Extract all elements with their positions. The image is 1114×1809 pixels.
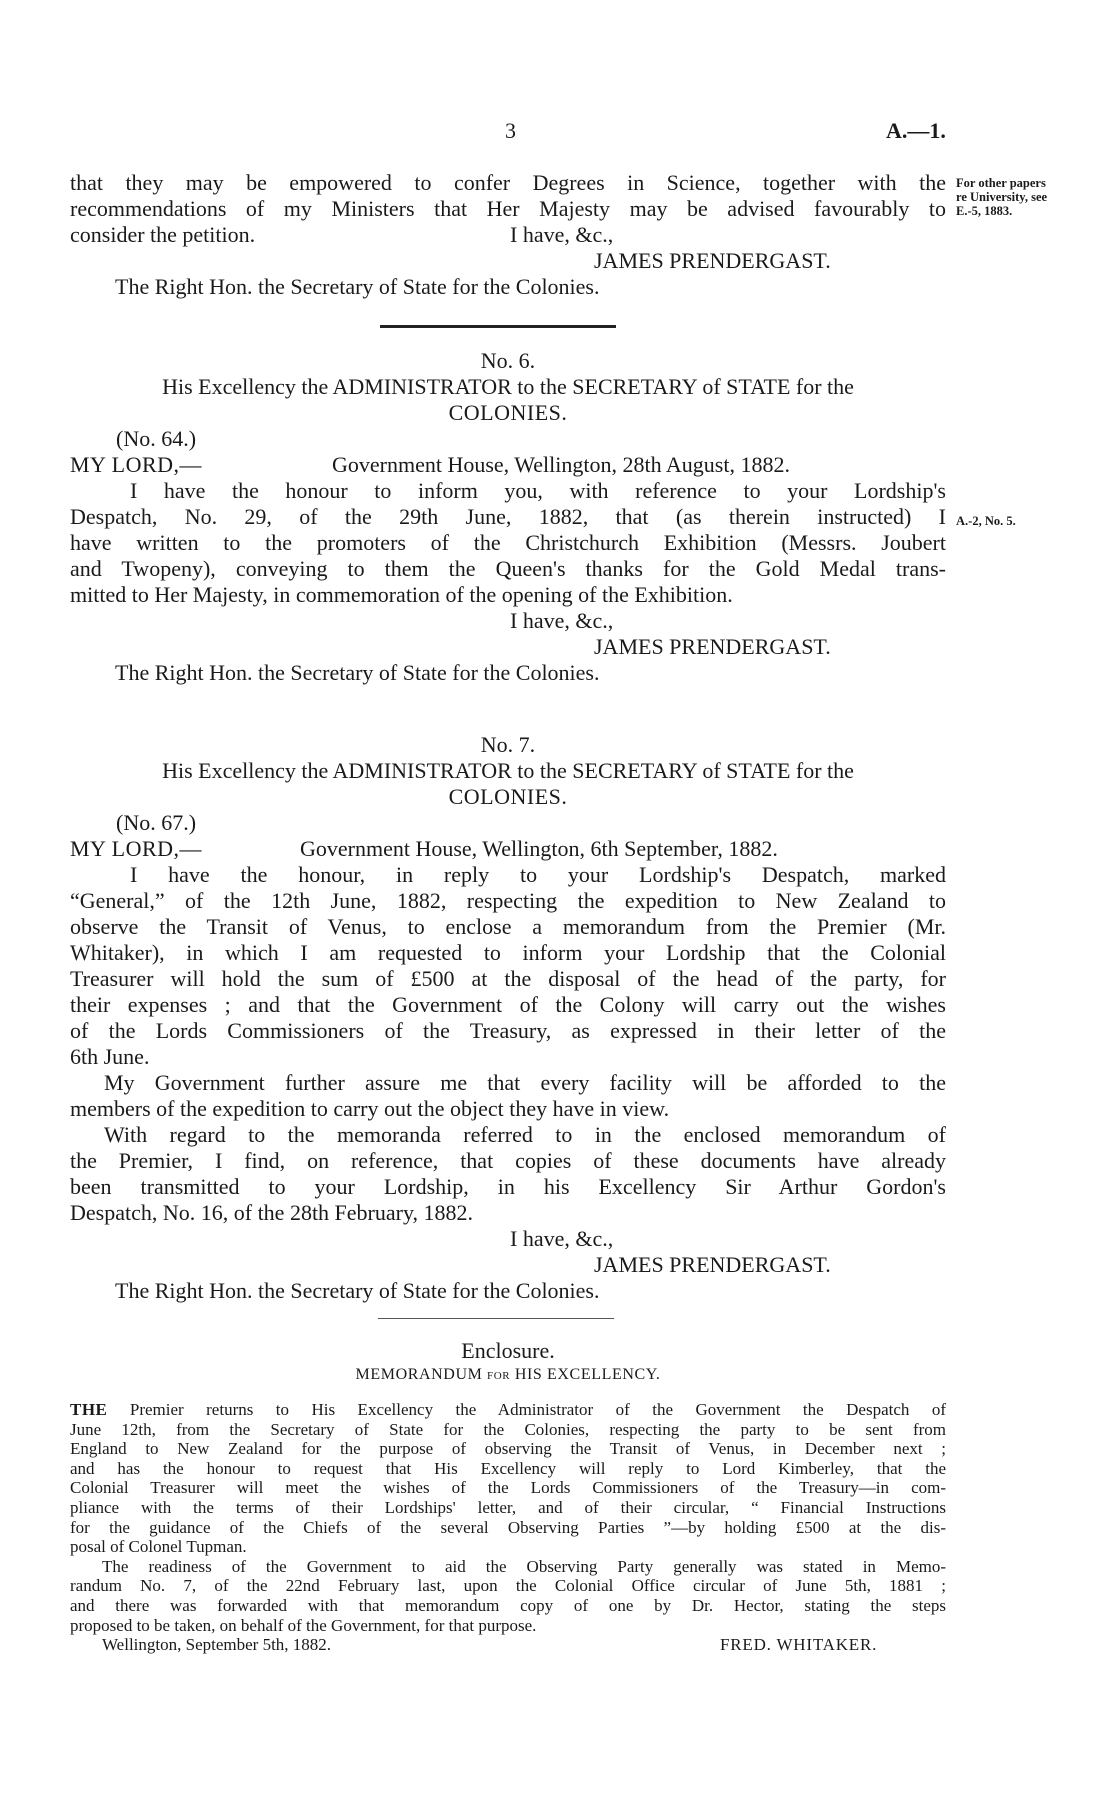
body-line: “General,” of the 12th June, 1882, respecting the expedition to New Zealand to	[70, 888, 946, 913]
page-header	[0, 118, 1114, 148]
marginal-note-a2: A.-2, No. 5.	[956, 514, 1016, 528]
body-line: have written to the promoters of the Christchurch Exhibition (Messrs. Joubert	[70, 530, 946, 555]
memo-line: pliance with the terms of their Lordships' letter, and of their circular, “ Financial Instructions	[70, 1497, 946, 1517]
body-line: Whitaker), in which I am requested to inform your Lordship that the Colonial	[70, 940, 946, 965]
body-line: I have the honour, in reply to your Lordship's Despatch, marked	[130, 862, 946, 887]
memo-line: Colonial Treasurer will meet the wishes of the Lords Commissioners of the Treasury—in com-	[70, 1478, 946, 1498]
closing: I have, &c.,	[510, 1226, 614, 1251]
body-line: My Government further assure me that every facility will be afforded to the	[104, 1070, 946, 1095]
body-line: Despatch, No. 29, of the 29th June, 1882, that (as therein instructed) I	[70, 504, 946, 529]
despatch-title: His Excellency the ADMINISTRATOR to the SECRETARY of STATE for the	[162, 758, 854, 783]
body-line: mitted to Her Majesty, in commemoration of the opening of the Exhibition.	[70, 582, 733, 607]
memo-line: The readiness of the Government to aid the Observing Party generally was stated in Memo-	[102, 1556, 946, 1576]
memo-signature: FRED. WHITAKER.	[720, 1635, 878, 1655]
continuation-signature: JAMES PRENDERGAST.	[594, 248, 831, 273]
page-reference: A.—1.	[886, 118, 946, 143]
continuation-addressee: The Right Hon. the Secretary of State for the Colonies.	[115, 274, 600, 299]
memo-title: MEMORANDUM for HIS EXCELLENCY.	[355, 1366, 661, 1383]
enclosure-heading: Enclosure.	[461, 1338, 555, 1363]
memo-line: posal of Colonel Tupman.	[70, 1537, 247, 1557]
body-line: members of the expedition to carry out the object they have in view.	[70, 1096, 670, 1121]
despatch-title: His Excellency the ADMINISTRATOR to the SECRETARY of STATE for the	[162, 374, 854, 399]
memorandum-body	[70, 1400, 946, 1655]
memo-line: proposed to be taken, on behalf of the Government, for that purpose.	[70, 1615, 537, 1635]
addressee: The Right Hon. the Secretary of State for the Colonies.	[115, 1278, 600, 1303]
section-divider	[380, 325, 616, 328]
memo-line: for the guidance of the Chiefs of the several Observing Parties ”—by holding £500 at the dis-	[70, 1517, 946, 1537]
place-date: Government House, Wellington, 28th August, 1882.	[332, 452, 790, 477]
body-line: With regard to the memoranda referred to in the enclosed memorandum of	[104, 1122, 946, 1147]
memo-line: THE Premier returns to His Excellency the Administrator of the Government the Despatch of	[70, 1400, 947, 1419]
signature: JAMES PRENDERGAST.	[594, 634, 831, 659]
body-line: of the Lords Commissioners of the Treasury, as expressed in their letter of the	[70, 1018, 946, 1043]
body-line: Despatch, No. 16, of the 28th February, 1882.	[70, 1200, 474, 1225]
despatch-title-cont: COLONIES.	[448, 400, 568, 425]
body-line: their expenses ; and that the Government of the Colony will carry out the wishes	[70, 992, 946, 1017]
despatch-no-7	[70, 732, 946, 1304]
memo-signoff	[70, 1635, 946, 1655]
page-number: 3	[505, 118, 516, 143]
salutation-line	[70, 452, 946, 478]
continuation-line: recommendations of my Ministers that Her Majesty may be advised favourably to	[70, 196, 946, 221]
marginal-note-university: For other papers re University, see E.-5, 1883.	[956, 176, 1048, 218]
memo-place-date: Wellington, September 5th, 1882.	[102, 1635, 332, 1655]
body-line: observe the Transit of Venus, to enclose a memorandum from the Premier (Mr.	[70, 914, 946, 939]
despatch-heading: No. 7.	[480, 732, 536, 757]
signature: JAMES PRENDERGAST.	[594, 1252, 831, 1277]
memo-line: June 12th, from the Secretary of State for the Colonies, respecting the party to be sent from	[70, 1419, 946, 1439]
salutation: MY LORD,—	[70, 836, 203, 861]
memo-line: and there was forwarded with that memorandum copy of one by Dr. Hector, stating the steps	[70, 1595, 946, 1615]
despatch-no-6	[70, 348, 946, 686]
body-line: been transmitted to your Lordship, in his Excellency Sir Arthur Gordon's	[70, 1174, 946, 1199]
body-line: Treasurer will hold the sum of £500 at the disposal of the head of the party, for	[70, 966, 946, 991]
memo-line: randum No. 7, of the 22nd February last, upon the Colonial Office circular of June 5th, 1881 ;	[70, 1576, 946, 1596]
body-line: the Premier, I find, on reference, that copies of these documents have already	[70, 1148, 946, 1173]
continuation-closing: I have, &c.,	[510, 222, 614, 247]
despatch-number: (No. 67.)	[116, 810, 197, 835]
addressee: The Right Hon. the Secretary of State for the Colonies.	[115, 660, 600, 685]
despatch-number: (No. 64.)	[116, 426, 197, 451]
continuation-section	[70, 170, 946, 300]
memo-line: England to New Zealand for the purpose of observing the Transit of Venus, in December next ;	[70, 1439, 946, 1459]
despatch-title-cont: COLONIES.	[448, 784, 568, 809]
body-line: and Twopeny), conveying to them the Queen's thanks for the Gold Medal trans-	[70, 556, 946, 581]
memo-line: and has the honour to request that His Excellency will reply to Lord Kimberley, that the	[70, 1458, 946, 1478]
salutation-line	[70, 836, 946, 862]
continuation-line: that they may be empowered to confer Degrees in Science, together with the	[70, 170, 946, 195]
memo-opening-word: THE	[70, 1400, 108, 1419]
salutation: MY LORD,—	[70, 452, 203, 477]
enclosure-divider	[378, 1318, 614, 1319]
enclosure-section	[70, 1338, 946, 1390]
continuation-line: consider the petition. I have, &c.,	[70, 222, 614, 247]
closing: I have, &c.,	[510, 608, 614, 633]
body-line: 6th June.	[70, 1044, 150, 1069]
despatch-heading: No. 6.	[480, 348, 536, 373]
place-date: Government House, Wellington, 6th September, 1882.	[300, 836, 778, 861]
body-line: I have the honour to inform you, with reference to your Lordship's	[130, 478, 946, 503]
